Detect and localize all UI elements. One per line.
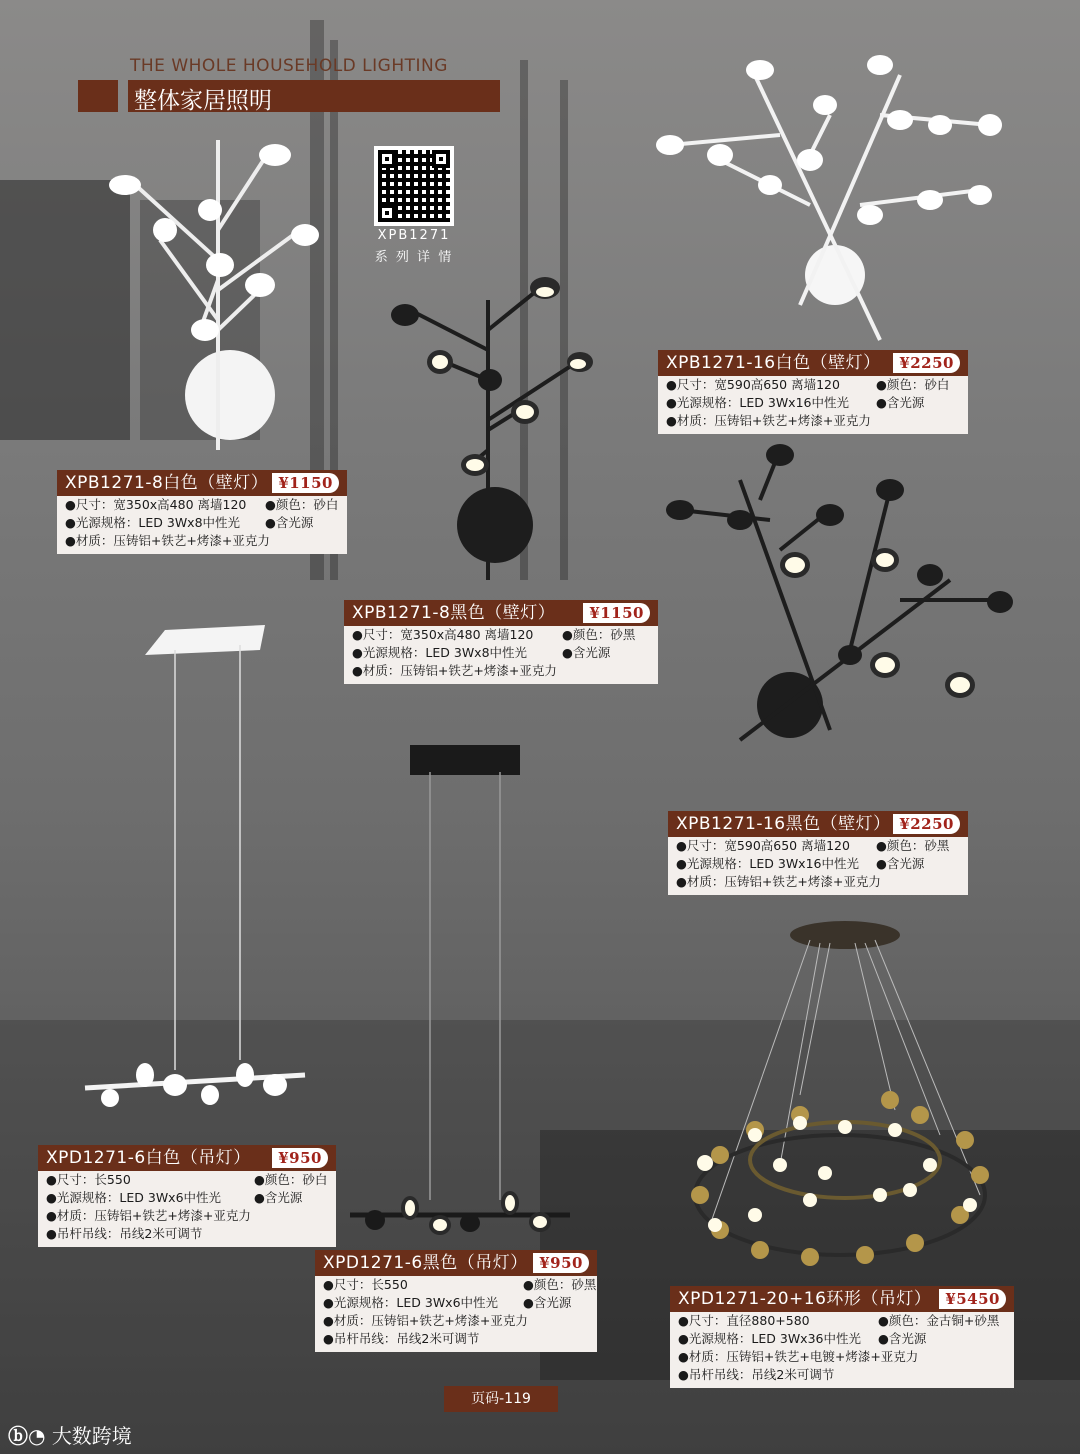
spec-left: ●尺寸：宽350x高480 离墙120 <box>65 497 247 512</box>
spec-row <box>38 1171 336 1189</box>
qr-finder <box>378 204 396 222</box>
spec-left: ●尺寸：长550 <box>323 1277 408 1292</box>
spec-row <box>658 394 968 412</box>
spec-row <box>668 855 968 873</box>
spec-left: ●尺寸：直径880+580 <box>678 1313 810 1328</box>
spec-right: ●含光源 <box>254 1190 303 1205</box>
product-title <box>344 600 658 626</box>
product-title <box>670 1286 1014 1312</box>
product-card-xpb1271-16-black[interactable] <box>668 811 968 895</box>
lamp-xpb1271-16-black-image <box>650 440 1020 750</box>
spec-row <box>38 1189 336 1207</box>
product-price: ¥1150 <box>583 603 650 623</box>
qr-detail-label: 系 列 详 情 <box>374 250 454 265</box>
spec-left: ●吊杆吊线：吊线2米可调节 <box>323 1331 480 1346</box>
spec-row <box>670 1348 1014 1366</box>
header-title-cn: 整体家居照明 <box>134 88 272 114</box>
product-card-xpd1271-6-black[interactable] <box>315 1250 597 1352</box>
lamp-xpd1271-6-white-image <box>85 620 315 1110</box>
spec-row <box>658 376 968 394</box>
spec-left: ●材质：压铸铝+铁艺+烤漆+亚克力 <box>323 1313 528 1328</box>
qr-code[interactable] <box>374 146 454 226</box>
product-title-text: XPB1271-16黑色（壁灯） <box>676 814 891 834</box>
spec-row <box>658 412 968 430</box>
spec-left: ●尺寸：宽590高650 离墙120 <box>676 838 850 853</box>
product-price: ¥1150 <box>272 473 339 493</box>
lamp-xpd1271-6-black-image <box>345 740 575 1240</box>
watermark-text: 大数跨境 <box>51 1424 132 1448</box>
watermark-logo-icon: ⓑ◔ <box>8 1424 46 1448</box>
spec-left: ●尺寸：宽590高650 离墙120 <box>666 377 840 392</box>
spec-left: ●吊杆吊线：吊线2米可调节 <box>678 1367 835 1382</box>
lamp-xpb1271-16-white-image <box>650 55 1010 345</box>
product-title-text: XPD1271-6黑色（吊灯） <box>323 1253 528 1273</box>
spec-right: ●含光源 <box>523 1295 572 1310</box>
qr-code-label: XPB1271 <box>377 228 451 243</box>
header-accent-square <box>78 80 118 112</box>
spec-left: ●材质：压铸铝+铁艺+烤漆+亚克力 <box>352 663 557 678</box>
product-card-xpb1271-16-white[interactable] <box>658 350 968 434</box>
product-price: ¥5450 <box>939 1289 1006 1309</box>
product-title-text: XPB1271-8白色（壁灯） <box>65 473 269 493</box>
spec-row <box>344 644 658 662</box>
spec-right: ●颜色：砂黑 <box>876 838 950 853</box>
spec-right: ●颜色：砂黑 <box>523 1277 597 1292</box>
lamp-xpb1271-8-white-image <box>100 140 340 460</box>
spec-left: ●光源规格：LED 3Wx8中性光 <box>65 515 241 530</box>
lamp-xpd1271-ring-image <box>680 905 1010 1275</box>
spec-right: ●颜色：金古铜+砂黑 <box>878 1313 1000 1328</box>
spec-left: ●光源规格：LED 3Wx16中性光 <box>676 856 859 871</box>
product-card-xpd1271-ring[interactable] <box>670 1286 1014 1388</box>
spec-row <box>670 1330 1014 1348</box>
spec-left: ●尺寸：长550 <box>46 1172 131 1187</box>
spec-row <box>57 496 347 514</box>
product-title-text: XPB1271-16白色（壁灯） <box>666 353 881 373</box>
qr-pattern <box>378 150 450 222</box>
product-title <box>668 811 968 837</box>
spec-row <box>38 1207 336 1225</box>
header-title-en: THE WHOLE HOUSEHOLD LIGHTING <box>130 56 448 76</box>
page-number: 页码-119 <box>444 1386 558 1412</box>
spec-right: ●颜色：砂白 <box>265 497 339 512</box>
spec-right: ●颜色：砂白 <box>254 1172 328 1187</box>
spec-right: ●含光源 <box>876 395 925 410</box>
spec-left: ●材质：压铸铝+铁艺+烤漆+亚克力 <box>46 1208 251 1223</box>
spec-row <box>670 1312 1014 1330</box>
product-title <box>315 1250 597 1276</box>
spec-row <box>670 1366 1014 1384</box>
spec-row <box>57 532 347 550</box>
spec-right: ●含光源 <box>876 856 925 871</box>
spec-row <box>57 514 347 532</box>
spec-left: ●吊杆吊线：吊线2米可调节 <box>46 1226 203 1241</box>
spec-left: ●光源规格：LED 3Wx8中性光 <box>352 645 528 660</box>
product-price: ¥2250 <box>893 353 960 373</box>
spec-right: ●含光源 <box>562 645 611 660</box>
spec-row <box>315 1312 597 1330</box>
spec-row <box>315 1330 597 1348</box>
product-price: ¥950 <box>533 1253 589 1273</box>
product-title-text: XPB1271-8黑色（壁灯） <box>352 603 556 623</box>
product-price: ¥950 <box>272 1148 328 1168</box>
watermark <box>8 1420 132 1449</box>
product-title <box>38 1145 336 1171</box>
product-price: ¥2250 <box>893 814 960 834</box>
spec-left: ●光源规格：LED 3Wx6中性光 <box>46 1190 222 1205</box>
product-title <box>57 470 347 496</box>
spec-row <box>344 662 658 680</box>
spec-left: ●光源规格：LED 3Wx36中性光 <box>678 1331 861 1346</box>
spec-left: ●光源规格：LED 3Wx6中性光 <box>323 1295 499 1310</box>
spec-row <box>315 1294 597 1312</box>
spec-right: ●颜色：砂黑 <box>562 627 636 642</box>
product-card-xpd1271-6-white[interactable] <box>38 1145 336 1247</box>
product-title-text: XPD1271-20+16环形（吊灯） <box>678 1289 932 1309</box>
qr-finder <box>378 150 396 168</box>
spec-row <box>344 626 658 644</box>
spec-left: ●光源规格：LED 3Wx16中性光 <box>666 395 849 410</box>
lamp-xpb1271-8-black-image <box>380 270 600 580</box>
spec-row <box>315 1276 597 1294</box>
spec-row <box>38 1225 336 1243</box>
spec-right: ●含光源 <box>878 1331 927 1346</box>
product-card-xpb1271-8-white[interactable] <box>57 470 347 554</box>
spec-left: ●材质：压铸铝+铁艺+烤漆+亚克力 <box>666 413 871 428</box>
spec-row <box>668 837 968 855</box>
spec-left: ●材质：压铸铝+铁艺+烤漆+亚克力 <box>676 874 881 889</box>
spec-left: ●材质：压铸铝+铁艺+电镀+烤漆+亚克力 <box>678 1349 919 1364</box>
product-card-xpb1271-8-black[interactable] <box>344 600 658 684</box>
spec-right: ●含光源 <box>265 515 314 530</box>
spec-right: ●颜色：砂白 <box>876 377 950 392</box>
qr-finder <box>432 150 450 168</box>
spec-row <box>668 873 968 891</box>
product-title <box>658 350 968 376</box>
spec-left: ●尺寸：宽350x高480 离墙120 <box>352 627 534 642</box>
product-title-text: XPD1271-6白色（吊灯） <box>46 1148 251 1168</box>
spec-left: ●材质：压铸铝+铁艺+烤漆+亚克力 <box>65 533 270 548</box>
